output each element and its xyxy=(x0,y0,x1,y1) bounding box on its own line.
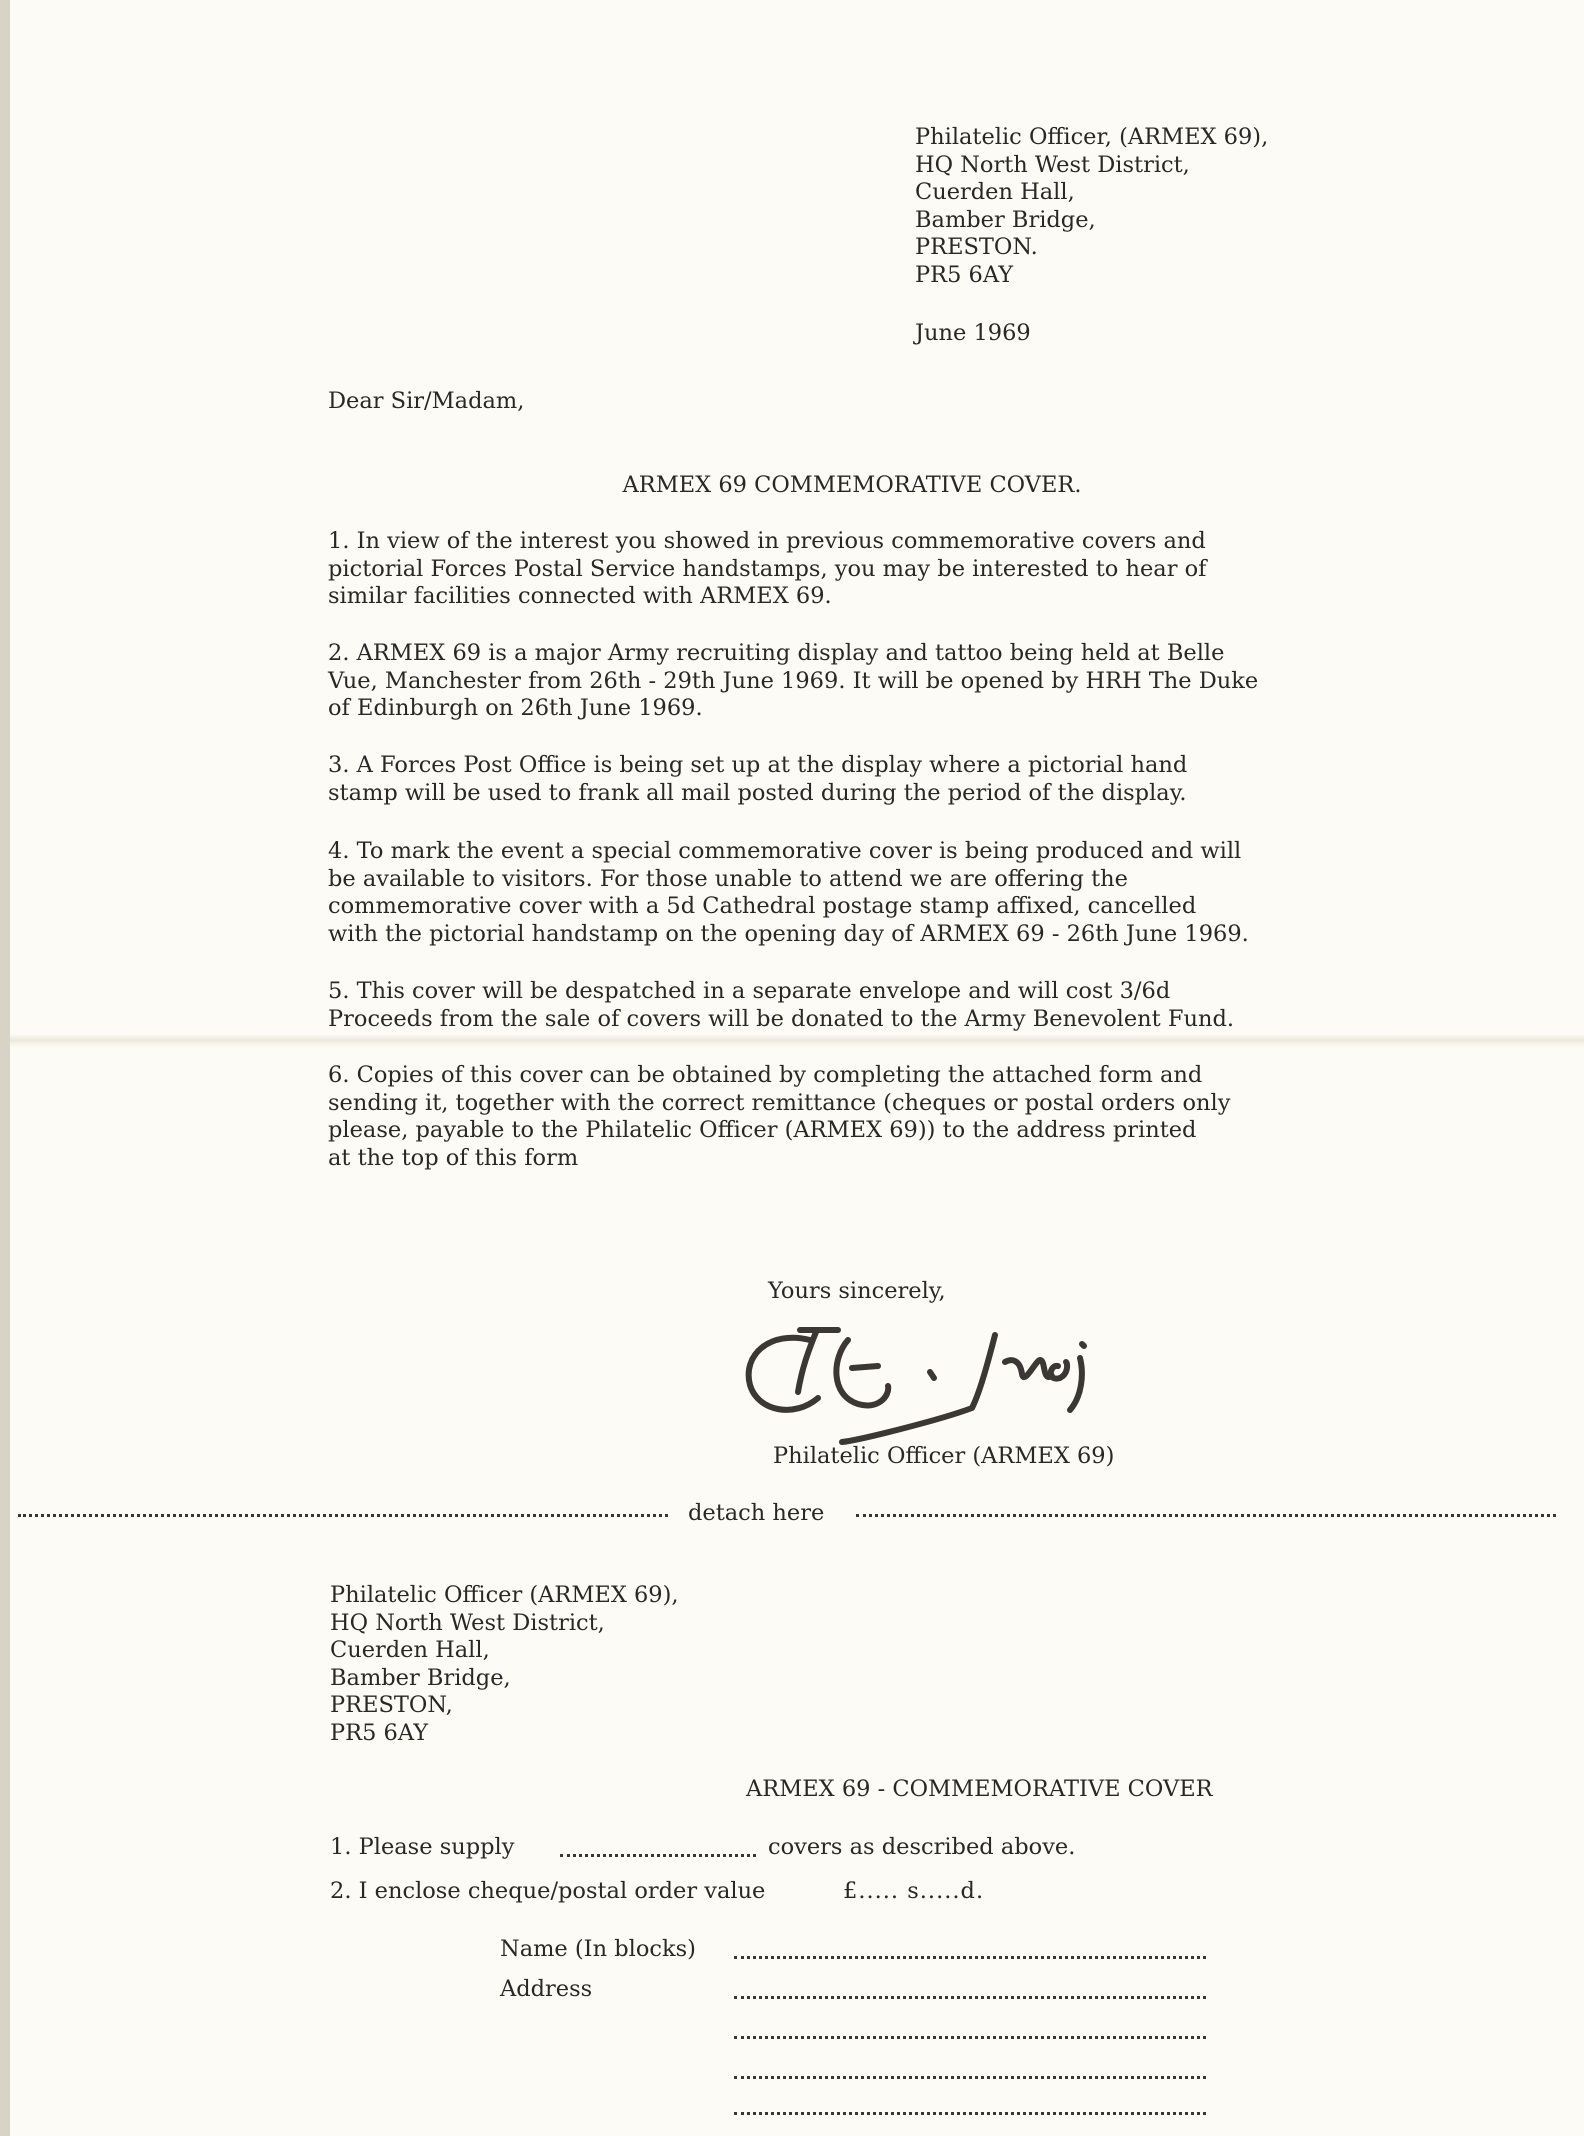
return-address-line: Cuerden Hall, xyxy=(330,1637,490,1663)
address-field-line[interactable] xyxy=(734,2076,1206,2079)
paragraph-4 xyxy=(328,838,1249,948)
sender-address-line: PRESTON. xyxy=(915,234,1038,260)
supply-quantity-field[interactable] xyxy=(560,1854,756,1857)
paragraph-2 xyxy=(328,640,1258,723)
detach-dotted-line-left xyxy=(18,1514,668,1517)
salutation: Dear Sir/Madam, xyxy=(328,388,525,414)
sender-address-line: Bamber Bridge, xyxy=(915,206,1096,233)
sender-address-line: PR5 6AY xyxy=(915,261,1014,288)
sender-address xyxy=(915,124,1268,289)
paragraph-line: 4. To mark the event a special commemorative cover is being produced and will xyxy=(328,838,1242,864)
paragraph-line: at the top of this form xyxy=(328,1144,579,1171)
paragraph-line: 1. In view of the interest you showed in previous commemorative covers and xyxy=(328,528,1206,554)
supply-label: 1. Please supply xyxy=(330,1834,515,1860)
closing: Yours sincerely, xyxy=(768,1278,946,1304)
letter-subject: ARMEX 69 COMMEMORATIVE COVER. xyxy=(622,472,1082,498)
address-label: Address xyxy=(500,1976,593,2002)
paragraph-3 xyxy=(328,752,1187,807)
detach-label: detach here xyxy=(688,1500,825,1526)
signatory-title: Philatelic Officer (ARMEX 69) xyxy=(773,1443,1115,1469)
paragraph-line: pictorial Forces Postal Service handstamps, you may be interested to hear of xyxy=(328,555,1207,582)
address-field-line[interactable] xyxy=(734,2036,1206,2039)
paragraph-line: stamp will be used to frank all mail posted during the period of the display. xyxy=(328,779,1187,806)
paragraph-line: please, payable to the Philatelic Officer (ARMEX 69)) to the address printed xyxy=(328,1117,1197,1143)
remittance-value-field[interactable]: £..... s.....d. xyxy=(843,1878,985,1904)
paragraph-line: Proceeds from the sale of covers will be donated to the Army Benevolent Fund. xyxy=(328,1005,1235,1032)
sender-address-line: HQ North West District, xyxy=(915,151,1190,178)
paragraph-line: sending it, together with the correct remittance (cheques or postal orders only xyxy=(328,1089,1231,1116)
form-title: ARMEX 69 - COMMEMORATIVE COVER xyxy=(746,1776,1213,1802)
form-item-1 xyxy=(330,1834,514,1862)
enclose-label: 2. I enclose cheque/postal order value xyxy=(330,1878,766,1904)
name-label: Name (In blocks) xyxy=(500,1936,696,1962)
form-item-2 xyxy=(330,1878,765,1906)
return-address-line: PRESTON, xyxy=(330,1692,453,1718)
paragraph-line: 6. Copies of this cover can be obtained by completing the attached form and xyxy=(328,1062,1203,1088)
paragraph-line: similar facilities connected with ARMEX 69. xyxy=(328,583,832,609)
address-field-line[interactable] xyxy=(734,2112,1206,2115)
supply-suffix: covers as described above. xyxy=(768,1834,1076,1860)
paragraph-line: of Edinburgh on 26th June 1969. xyxy=(328,695,703,721)
paragraph-line: commemorative cover with a 5d Cathedral postage stamp affixed, cancelled xyxy=(328,893,1197,919)
paper-fold-crease xyxy=(10,1034,1584,1048)
return-address-line: PR5 6AY xyxy=(330,1719,429,1746)
handwritten-signature xyxy=(740,1300,1120,1450)
paragraph-line: 3. A Forces Post Office is being set up at the display where a pictorial hand xyxy=(328,752,1188,778)
paragraph-1 xyxy=(328,528,1206,611)
paragraph-5 xyxy=(328,978,1234,1033)
return-address-line: Philatelic Officer (ARMEX 69), xyxy=(330,1582,679,1608)
paragraph-line: with the pictorial handstamp on the opening day of ARMEX 69 - 26th June 1969. xyxy=(328,920,1249,947)
letter-date: June 1969 xyxy=(915,320,1031,346)
paragraph-line: Vue, Manchester from 26th - 29th June 1969. It will be opened by HRH The Duke xyxy=(328,667,1259,694)
return-address-line: HQ North West District, xyxy=(330,1609,605,1636)
sender-address-line: Cuerden Hall, xyxy=(915,179,1075,205)
paragraph-line: 2. ARMEX 69 is a major Army recruiting display and tattoo being held at Belle xyxy=(328,640,1225,666)
address-field-line[interactable] xyxy=(734,1996,1206,1999)
name-field[interactable] xyxy=(734,1956,1206,1959)
paragraph-line: 5. This cover will be despatched in a separate envelope and will cost 3/6d xyxy=(328,978,1171,1004)
return-address xyxy=(330,1582,679,1747)
sender-address-line: Philatelic Officer, (ARMEX 69), xyxy=(915,124,1269,150)
paragraph-6 xyxy=(328,1062,1230,1172)
detach-dotted-line-right xyxy=(856,1514,1556,1517)
return-address-line: Bamber Bridge, xyxy=(330,1664,511,1691)
paragraph-line: be available to visitors. For those unable to attend we are offering the xyxy=(328,865,1128,892)
